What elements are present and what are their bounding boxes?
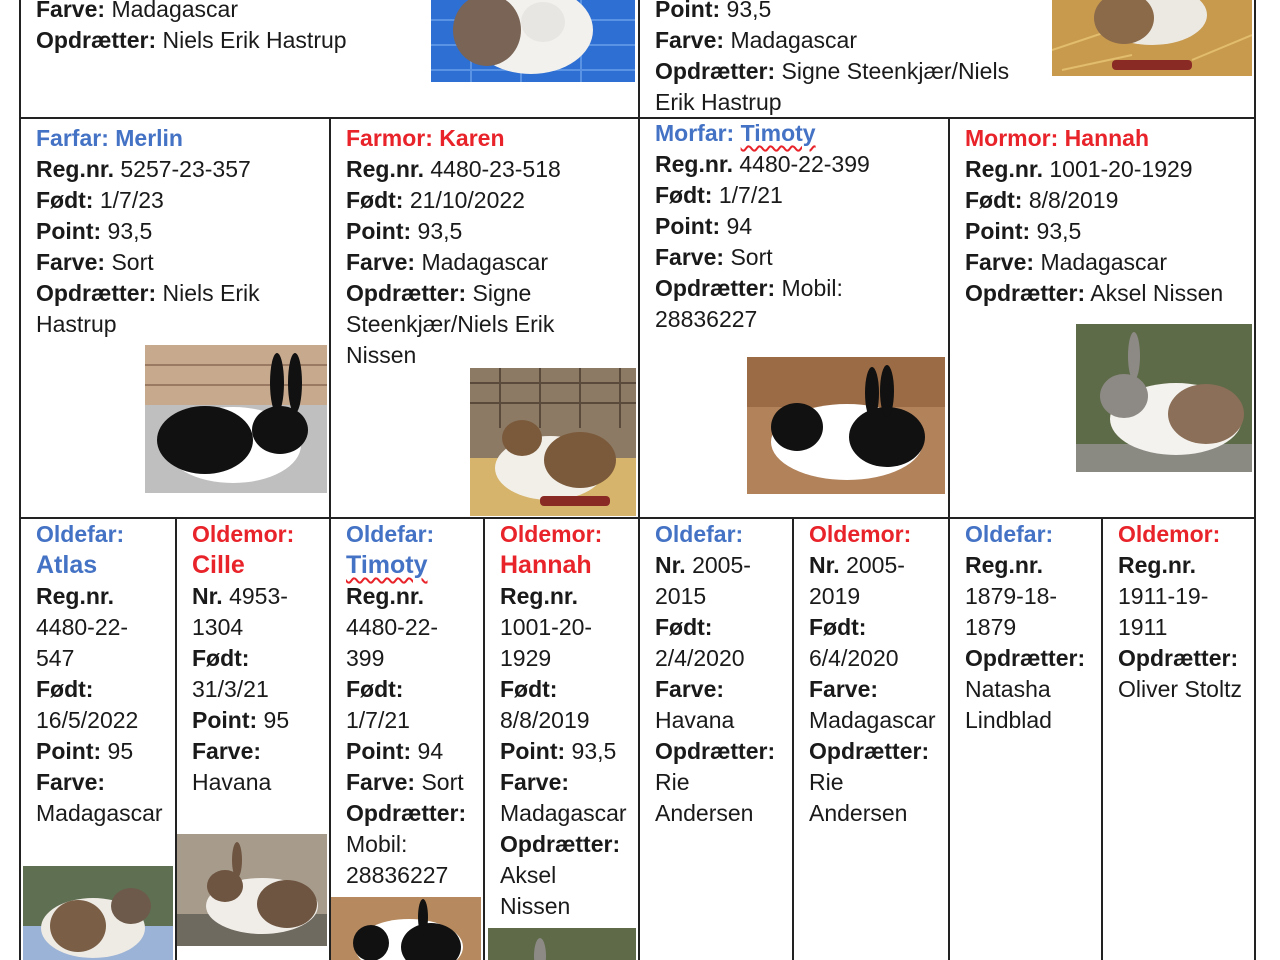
pedigree-text: 2015	[655, 583, 707, 609]
pedigree-line	[655, 612, 784, 643]
pedigree-line	[36, 216, 321, 247]
pedigree-text: Reg.nr.	[655, 151, 733, 177]
pedigree-text: Timoty	[346, 551, 428, 579]
pedigree-text: 94	[417, 738, 444, 764]
pedigree-text: Født:	[500, 676, 558, 702]
pedigree-text: Cille	[192, 551, 245, 579]
pedigree-text: Point:	[655, 213, 721, 239]
pedigree-text: Farve:	[965, 249, 1035, 275]
pedigree-text: Andersen	[809, 800, 908, 826]
great-grandparent-cell-7	[950, 519, 1101, 759]
pedigree-text: Signe Steenkjær/Niels Erik Nissen	[346, 280, 555, 368]
pedigree-text: Født:	[36, 676, 94, 702]
pedigree-line	[36, 0, 413, 25]
pedigree-line	[965, 278, 1246, 309]
pedigree-text: 4953-	[229, 583, 288, 609]
pedigree-line	[655, 25, 1022, 56]
pedigree-line	[346, 798, 475, 829]
pedigree-text: Oldefar:	[36, 521, 125, 547]
pedigree-text: Hannah	[1064, 125, 1150, 151]
pedigree-text: Oldemor:	[809, 521, 912, 547]
great-grandparent-cell-1	[21, 519, 175, 869]
pedigree-text: Point:	[965, 218, 1031, 244]
pedigree-text: Rie	[655, 769, 690, 795]
pedigree-text: Madagascar	[1040, 249, 1168, 275]
pedigree-line	[36, 767, 167, 798]
pedigree-text: Farve:	[655, 244, 725, 270]
pedigree-text: Reg.nr.	[36, 156, 114, 182]
pedigree-text: Opdrætter:	[500, 831, 621, 857]
pedigree-text: 4480-23-518	[430, 156, 561, 182]
rabbit-photo-farmor	[470, 368, 636, 516]
great-grandparent-cell-6	[794, 519, 948, 839]
pedigree-text: 1/7/21	[346, 707, 410, 733]
pedigree-text: Reg.nr.	[500, 583, 578, 609]
pedigree-text: Født:	[192, 645, 250, 671]
pedigree-text: Madagascar	[36, 800, 163, 826]
pedigree-line	[500, 674, 630, 705]
pedigree-text: Point:	[36, 218, 102, 244]
pedigree-text: Farfar:	[36, 125, 109, 151]
pedigree-text: 2005-	[692, 552, 751, 578]
pedigree-text: Rie	[809, 769, 844, 795]
table-row-line	[19, 117, 1256, 119]
pedigree-text: Point:	[346, 738, 412, 764]
pedigree-text: Født:	[36, 187, 94, 213]
pedigree-text: Karen	[439, 125, 505, 151]
pedigree-text: 4480-22-399	[739, 151, 870, 177]
pedigree-line	[655, 550, 784, 581]
pedigree-line	[36, 278, 321, 340]
pedigree-text: Madagascar	[500, 800, 627, 826]
pedigree-line	[36, 247, 321, 278]
pedigree-text: Reg.nr.	[36, 583, 114, 609]
pedigree-text: Opdrætter:	[655, 275, 776, 301]
pedigree-text: Født:	[655, 614, 713, 640]
pedigree-text: Oliver Stoltz	[1118, 676, 1242, 702]
pedigree-text: Opdrætter:	[36, 280, 157, 306]
pedigree-text: 1929	[500, 645, 552, 671]
pedigree-text: Mobil: 28836227	[655, 275, 843, 332]
pedigree-text: 95	[263, 707, 290, 733]
grandparent-cell-farmor	[331, 123, 631, 373]
pedigree-line	[36, 185, 321, 216]
role-title	[346, 123, 623, 154]
pedigree-line	[500, 767, 630, 798]
pedigree-line	[346, 154, 623, 185]
pedigree-text: Opdrætter:	[1118, 645, 1239, 671]
pedigree-text: Farve:	[192, 738, 262, 764]
pedigree-text: Sort	[421, 769, 464, 795]
pedigree-text: Andersen	[655, 800, 754, 826]
pedigree-text: Point:	[36, 738, 102, 764]
pedigree-text: 1879	[965, 614, 1017, 640]
pedigree-text: Oldemor:	[500, 521, 603, 547]
grandparent-cell-mormor	[950, 123, 1254, 313]
pedigree-line	[965, 216, 1246, 247]
rabbit-photo-farfar	[145, 345, 327, 493]
pedigree-line	[346, 185, 623, 216]
pedigree-text: 399	[346, 645, 385, 671]
pedigree-text: 2005-	[846, 552, 905, 578]
pedigree-line	[965, 247, 1246, 278]
pedigree-text: Født:	[809, 614, 867, 640]
pedigree-line	[346, 216, 623, 247]
pedigree-text: 1/7/23	[99, 187, 164, 213]
pedigree-text: 1879-18-	[965, 583, 1058, 609]
pedigree-text: Mobil:	[346, 831, 408, 857]
pedigree-text: 95	[107, 738, 134, 764]
pedigree-line	[346, 736, 475, 767]
pedigree-text: Reg.nr.	[346, 583, 424, 609]
table-border-right	[1254, 0, 1256, 960]
pedigree-text: 2/4/2020	[655, 645, 745, 671]
pedigree-text: Point:	[346, 218, 412, 244]
pedigree-text: Farmor:	[346, 125, 433, 151]
pedigree-text: Farve:	[500, 769, 570, 795]
pedigree-line	[965, 643, 1093, 674]
breeder-value: Signe Steenkjær/Niels Erik Hastrup	[655, 58, 1010, 115]
color-value: Madagascar	[111, 0, 239, 22]
pedigree-line	[500, 829, 630, 860]
pedigree-line	[36, 154, 321, 185]
field-label: Farve:	[655, 27, 725, 53]
pedigree-line	[192, 705, 321, 736]
pedigree-line	[1118, 643, 1246, 674]
pedigree-text: Farve:	[346, 769, 416, 795]
pedigree-text: Nr.	[192, 583, 223, 609]
pedigree-text: Reg.nr.	[346, 156, 424, 182]
pedigree-text: 4480-22-	[36, 614, 129, 640]
pedigree-text: Point:	[192, 707, 258, 733]
pedigree-text: Oldemor:	[1118, 521, 1221, 547]
pedigree-line	[36, 674, 167, 705]
rabbit-photo-father	[431, 0, 635, 82]
pedigree-text: Aksel	[500, 862, 557, 888]
pedigree-text: 94	[726, 213, 753, 239]
pedigree-text: Merlin	[115, 125, 183, 151]
pedigree-text: 4480-22-	[346, 614, 439, 640]
parent-cell-father	[21, 0, 421, 116]
pedigree-text: Atlas	[36, 551, 98, 579]
pedigree-text: Født:	[346, 187, 404, 213]
points-value: 93,5	[726, 0, 772, 22]
pedigree-text: Lindblad	[965, 707, 1052, 733]
pedigree-text: Aksel Nissen	[1090, 280, 1224, 306]
pedigree-text: 28836227	[346, 862, 449, 888]
pedigree-text: Havana	[655, 707, 735, 733]
pedigree-text: 1001-20-	[500, 614, 593, 640]
pedigree-line	[346, 674, 475, 705]
pedigree-text: Timoty	[740, 120, 816, 146]
pedigree-text: Sort	[730, 244, 773, 270]
pedigree-text: 31/3/21	[192, 676, 269, 702]
pedigree-text: Farve:	[36, 769, 106, 795]
rabbit-photo-mormor	[1076, 324, 1252, 472]
rabbit-photo-hannah-2	[488, 928, 636, 960]
pedigree-text: Født:	[346, 676, 404, 702]
pedigree-text: Reg.nr.	[1118, 552, 1196, 578]
pedigree-text: Født:	[655, 182, 713, 208]
pedigree-text: Madagascar	[809, 707, 936, 733]
pedigree-text: 93,5	[417, 218, 463, 244]
pedigree-line	[192, 643, 321, 674]
pedigree-line	[655, 211, 938, 242]
pedigree-line	[809, 674, 940, 705]
field-label: Opdrætter:	[655, 58, 776, 84]
pedigree-line	[965, 550, 1093, 581]
color-value: Madagascar	[730, 27, 858, 53]
pedigree-line	[500, 581, 630, 612]
pedigree-text: Mormor:	[965, 125, 1059, 151]
pedigree-line	[655, 273, 938, 335]
pedigree-text: 1911-19-	[1118, 583, 1209, 609]
pedigree-line	[655, 674, 784, 705]
field-label: Farve:	[36, 0, 106, 22]
pedigree-line	[655, 56, 1022, 116]
pedigree-text: 8/8/2019	[1028, 187, 1119, 213]
pedigree-line	[655, 0, 1022, 25]
pedigree-line	[965, 185, 1246, 216]
pedigree-text: Sort	[111, 249, 154, 275]
parent-cell-mother	[640, 0, 1030, 116]
great-grandparent-cell-2	[177, 519, 329, 819]
great-grandparent-cell-8	[1103, 519, 1254, 719]
rabbit-photo-morfar	[747, 357, 945, 494]
pedigree-line	[965, 154, 1246, 185]
pedigree-text: Oldefar:	[346, 521, 435, 547]
pedigree-line	[500, 736, 630, 767]
breeder-value: Niels Erik Hastrup	[162, 27, 347, 53]
pedigree-text: Natasha	[965, 676, 1051, 702]
pedigree-line	[809, 612, 940, 643]
pedigree-text: 1911	[1118, 614, 1168, 640]
pedigree-text: Opdrætter:	[346, 800, 467, 826]
pedigree-text: 93,5	[107, 218, 153, 244]
pedigree-text: Farve:	[346, 249, 416, 275]
role-title	[655, 118, 938, 149]
pedigree-line	[36, 736, 167, 767]
pedigree-text: 1001-20-1929	[1049, 156, 1193, 182]
pedigree-line	[809, 550, 940, 581]
rabbit-photo-timoty-2	[331, 897, 481, 960]
pedigree-text: Oldefar:	[965, 521, 1054, 547]
rabbit-photo-atlas	[23, 866, 173, 960]
pedigree-line	[346, 278, 623, 371]
pedigree-line	[655, 180, 938, 211]
pedigree-text: Niels Erik Hastrup	[36, 280, 260, 337]
pedigree-text: Reg.nr.	[965, 552, 1043, 578]
pedigree-text: Point:	[500, 738, 566, 764]
great-grandparent-cell-3	[331, 519, 483, 899]
pedigree-text: 8/8/2019	[500, 707, 590, 733]
pedigree-text: Oldemor:	[192, 521, 295, 547]
role-title	[36, 123, 321, 154]
pedigree-line	[1118, 550, 1246, 581]
great-grandparent-cell-4	[485, 519, 638, 929]
pedigree-text: Farve:	[809, 676, 879, 702]
pedigree-line	[655, 736, 784, 767]
field-label: Point:	[655, 0, 721, 22]
pedigree-text: 93,5	[1036, 218, 1082, 244]
pedigree-text: Morfar:	[655, 120, 735, 146]
pedigree-text: Hannah	[500, 551, 592, 579]
pedigree-text: 1304	[192, 614, 244, 640]
great-grandparent-cell-5	[640, 519, 792, 839]
pedigree-line	[346, 581, 475, 612]
rabbit-photo-mother	[1052, 0, 1252, 76]
pedigree-line	[346, 247, 623, 278]
pedigree-text: Opdrætter:	[346, 280, 467, 306]
pedigree-text: 2019	[809, 583, 861, 609]
pedigree-text: 1/7/21	[718, 182, 783, 208]
pedigree-line	[809, 736, 940, 767]
pedigree-text: Opdrætter:	[655, 738, 776, 764]
pedigree-text: Opdrætter:	[965, 280, 1086, 306]
pedigree-text: 6/4/2020	[809, 645, 899, 671]
pedigree-line	[192, 736, 321, 767]
pedigree-line	[655, 149, 938, 180]
pedigree-line	[36, 581, 167, 612]
pedigree-text: 547	[36, 645, 75, 671]
pedigree-line	[346, 767, 475, 798]
pedigree-text: Nr.	[809, 552, 840, 578]
pedigree-line	[192, 581, 321, 612]
pedigree-text: Opdrætter:	[809, 738, 930, 764]
pedigree-text: 5257-23-357	[120, 156, 251, 182]
pedigree-text: Madagascar	[421, 249, 549, 275]
pedigree-line	[655, 242, 938, 273]
role-title	[965, 123, 1246, 154]
pedigree-text: Reg.nr.	[965, 156, 1043, 182]
pedigree-line	[36, 25, 413, 56]
rabbit-photo-cille	[177, 834, 327, 946]
pedigree-line	[346, 550, 475, 581]
pedigree-text: 16/5/2022	[36, 707, 139, 733]
pedigree-text: Farve:	[655, 676, 725, 702]
field-label: Opdrætter:	[36, 27, 157, 53]
pedigree-text: Havana	[192, 769, 272, 795]
grandparent-cell-morfar	[640, 118, 946, 358]
pedigree-text: Oldefar:	[655, 521, 744, 547]
grandparent-cell-farfar	[21, 123, 329, 353]
pedigree-text: Farve:	[36, 249, 106, 275]
pedigree-text: 93,5	[571, 738, 617, 764]
pedigree-text: Opdrætter:	[965, 645, 1086, 671]
pedigree-text: Nr.	[655, 552, 686, 578]
pedigree-text: Født:	[965, 187, 1023, 213]
pedigree-text: Nissen	[500, 893, 571, 919]
pedigree-text: 21/10/2022	[409, 187, 525, 213]
